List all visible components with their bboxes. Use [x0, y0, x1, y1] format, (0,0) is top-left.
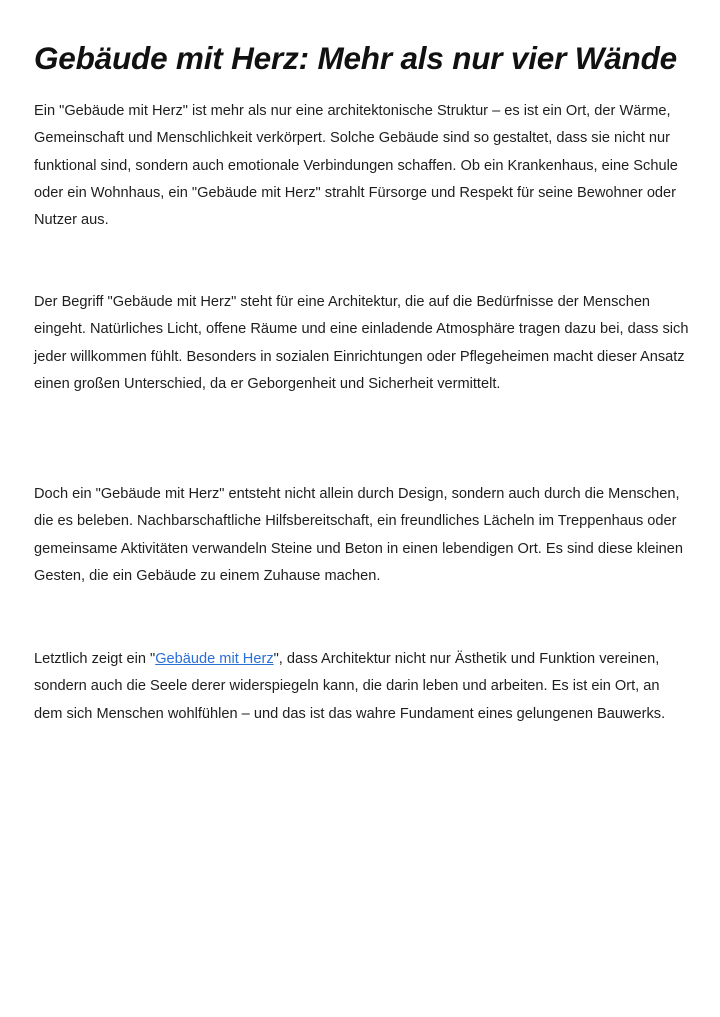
gebaeude-mit-herz-link[interactable]: Gebäude mit Herz: [155, 651, 274, 667]
paragraph-4: [34, 646, 690, 728]
document-page: [34, 0, 690, 722]
paragraph-4-intro: Letztlich zeigt ein ": [34, 651, 156, 667]
paragraph-4-rest: ", dass Architektur nicht nur Ästhetik und Funktion vereinen, sondern auch die Seele derer widerspiegeln kann, die darin leben und arbeiten. Es ist ein Ort, an dem sich Menschen wohlfühlen – und das ist das wahre Fundament eines gelungenen Bauwerks.: [34, 651, 666, 722]
paragraph-2: Der Begriff "Gebäude mit Herz" steht für eine Architektur, die auf die Bedürfnisse der Menschen eingeht. Natürliches Licht, offene Räume und eine einladende Atmosphäre tragen dazu bei, dass sich jeder willkommen fühlt. Besonders in sozialen Einrichtungen oder Pflegeheimen macht dieser Ansatz einen großen Unterschied, da er Geborgenheit und Sicherheit vermittelt.: [34, 294, 689, 392]
paragraph-3: Doch ein "Gebäude mit Herz" entsteht nicht allein durch Design, sondern auch durch die Menschen, die es beleben. Nachbarschaftliche Hilfsbereitschaft, ein freundliches Lächeln im Treppenhaus oder gemeinsame Aktivitäten verwandeln Steine und Beton in einen lebendigen Ort. Es sind diese kleinen Gesten, die ein Gebäude zu einem Zuhause machen.: [34, 486, 684, 584]
paragraph-1: Ein "Gebäude mit Herz" ist mehr als nur eine architektonische Struktur – es ist ein Ort, der Wärme, Gemeinschaft und Menschlichkeit verkörpert. Solche Gebäude sind so gestaltet, dass sie nicht nur funktional sind, sondern auch emotionale Verbindungen schaffen. Ob ein Krankenhaus, eine Schule oder ein Wohnhaus, ein "Gebäude mit Herz" strahlt Fürsorge und Respekt für seine Bewohner oder Nutzer aus.: [34, 103, 678, 229]
page-title: Gebäude mit Herz: Mehr als nur vier Wände: [34, 40, 677, 76]
